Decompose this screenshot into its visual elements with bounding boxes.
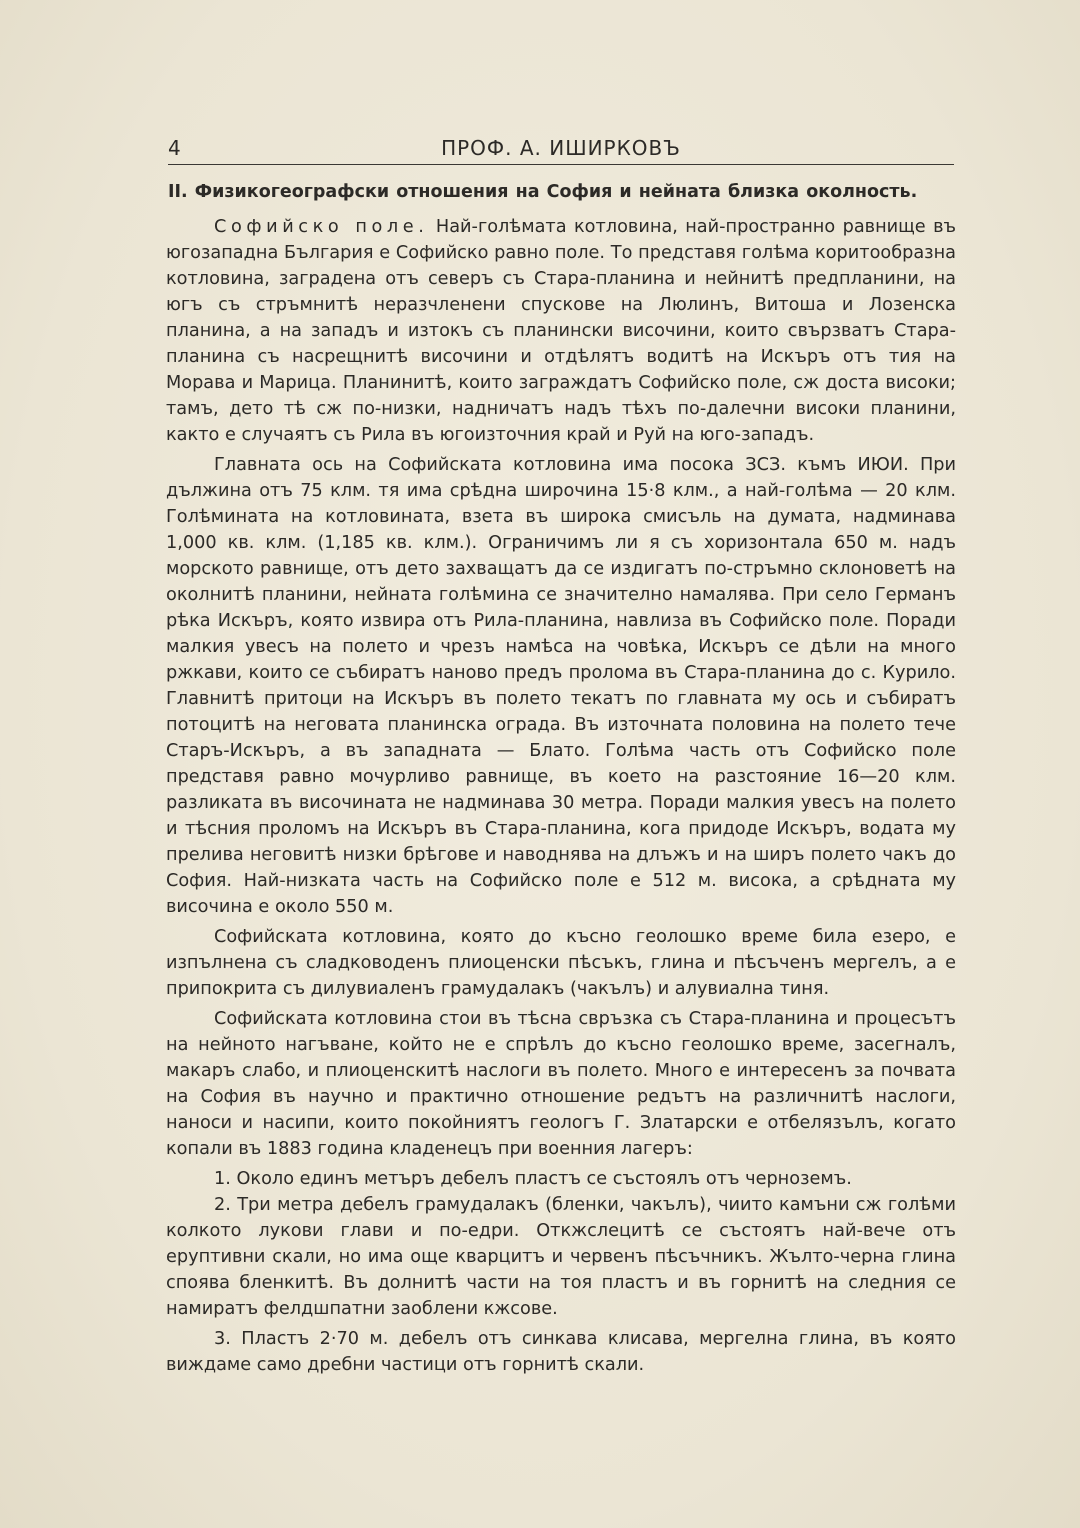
page-body [166,182,956,1378]
paragraph-text: Най-голѣмата котловина, най-пространно равнище въ югозападна България е Софийско равно поле. То представя голѣма коритообразна котловина, заградена отъ северъ съ Стара-планина и нейнитѣ предпланини, на югъ съ стръмнитѣ неразчленени спускове на Люлинъ, Витоша и Лозенска планина, а на западъ и изтокъ съ планински височини, които свързватъ Стара-планина съ насрещнитѣ височини и отдѣлятъ водитѣ на Искъръ отъ тия на Морава и Марица. Планинитѣ, които заграждатъ Софийско поле, сж доста високи; тамъ, дето тѣ сж по-низки, надничатъ надъ тѣхъ по-далечни високи планини, както е случаятъ съ Рила въ югоизточния край и Руй на юго-западъ. [166,217,956,445]
list-item: 2. Три метра дебелъ грамудалакъ (бленки, чакълъ), чиито камъни сж голѣми колкото лукови глави и по-едри. Откжслецитѣ се състоятъ най-вече отъ еруптивни скали, но има още кварцитъ и червенъ пѣсъчникъ. Жълто-черна глина споява бленкитѣ. Въ долнитѣ части на тоя пластъ и въ горнитѣ на следния се намиратъ фелдшпатни заоблени кжсове. [166,1195,956,1319]
list-item: 1. Около единъ метъръ дебелъ пластъ се състоялъ отъ черноземъ. [214,1169,852,1189]
list-item: 3. Пластъ 2·70 м. дебелъ отъ синкава клисава, мергелна глина, въ която виждаме само дребни частици отъ горнитѣ скали. [166,1329,956,1375]
page-number: 4 [168,136,181,160]
paragraph: Главната ось на Софийската котловина има посока ЗСЗ. къмъ ИЮИ. При дължина отъ 75 клм. тя има срѣдна широчина 15·8 клм., а най-голѣма — 20 клм. Голѣмината на котловината, взета въ широка смисъль на думата, надминава 1,000 кв. клм. (1,185 кв. клм.). Ограничимъ ли я съ хоризонтала 650 м. надъ морското равнище, отъ дето захващатъ да се издигатъ по-стръмно склоноветѣ на околнитѣ планини, нейната голѣмина се значително намалява. При село Германъ рѣка Искъръ, която извира отъ Рила-планина, навлиза въ Софийско поле. Поради малкия увесъ на полето и чрезъ намѣса на човѣка, Искъръ се дѣли на много ржкави, които се събиратъ наново предъ пролома въ Стара-планина до с. Курило. Главнитѣ притоци на Искъръ въ полето текатъ по главната му ось и събиратъ потоцитѣ на неговата планинска ограда. Въ източната половина на полето тече Старъ-Искъръ, а въ западната — Блато. Голѣма часть отъ Софийско поле представя равно мочурливо равнище, въ което на разстояние 16—20 клм. разликата въ височината не надминава 30 метра. Поради малкия увесъ на полето и тѣсния проломъ на Искъръ въ Стара-планина, кога придоде Искъръ, водата му прелива неговитѣ низки брѣгове и наводнява на длъжъ и на ширъ полето чакъ до София. Най-низката часть на Софийско поле е 512 м. висока, а срѣдната му височина е около 550 м. [166,455,956,917]
paragraph [166,214,956,448]
running-head: ПРОФ. А. ИШИРКОВЪ [441,136,681,160]
section-heading: II. Физикогеографски отношения на София и нейната близка околность. [168,182,918,202]
paragraph: Софийската котловина стои въ тѣсна свръзка съ Стара-планина и процесътъ на нейното нагъване, който не е спрѣлъ до късно геолошко време, засегналъ, макаръ слабо, и плиоценскитѣ наслоги въ полето. Много е интересенъ за почвата на София въ научно и практично отношение редътъ на различнитѣ наслоги, наноси и насипи, които покойниятъ геологъ Г. Златарски е отбелязълъ, когато копали въ 1883 година кладенецъ при военния лагеръ: [166,1009,956,1159]
spaced-lead: Софийско поле. [214,217,429,237]
page-header [168,134,954,165]
paragraph: Софийската котловина, която до късно геолошко време била езеро, е изпълнена съ сладководенъ плиоценски пѣсъкъ, глина и пѣсъченъ мергелъ, а е припокрита съ дилувиаленъ грамудалакъ (чакълъ) и алувиална тиня. [166,927,956,999]
